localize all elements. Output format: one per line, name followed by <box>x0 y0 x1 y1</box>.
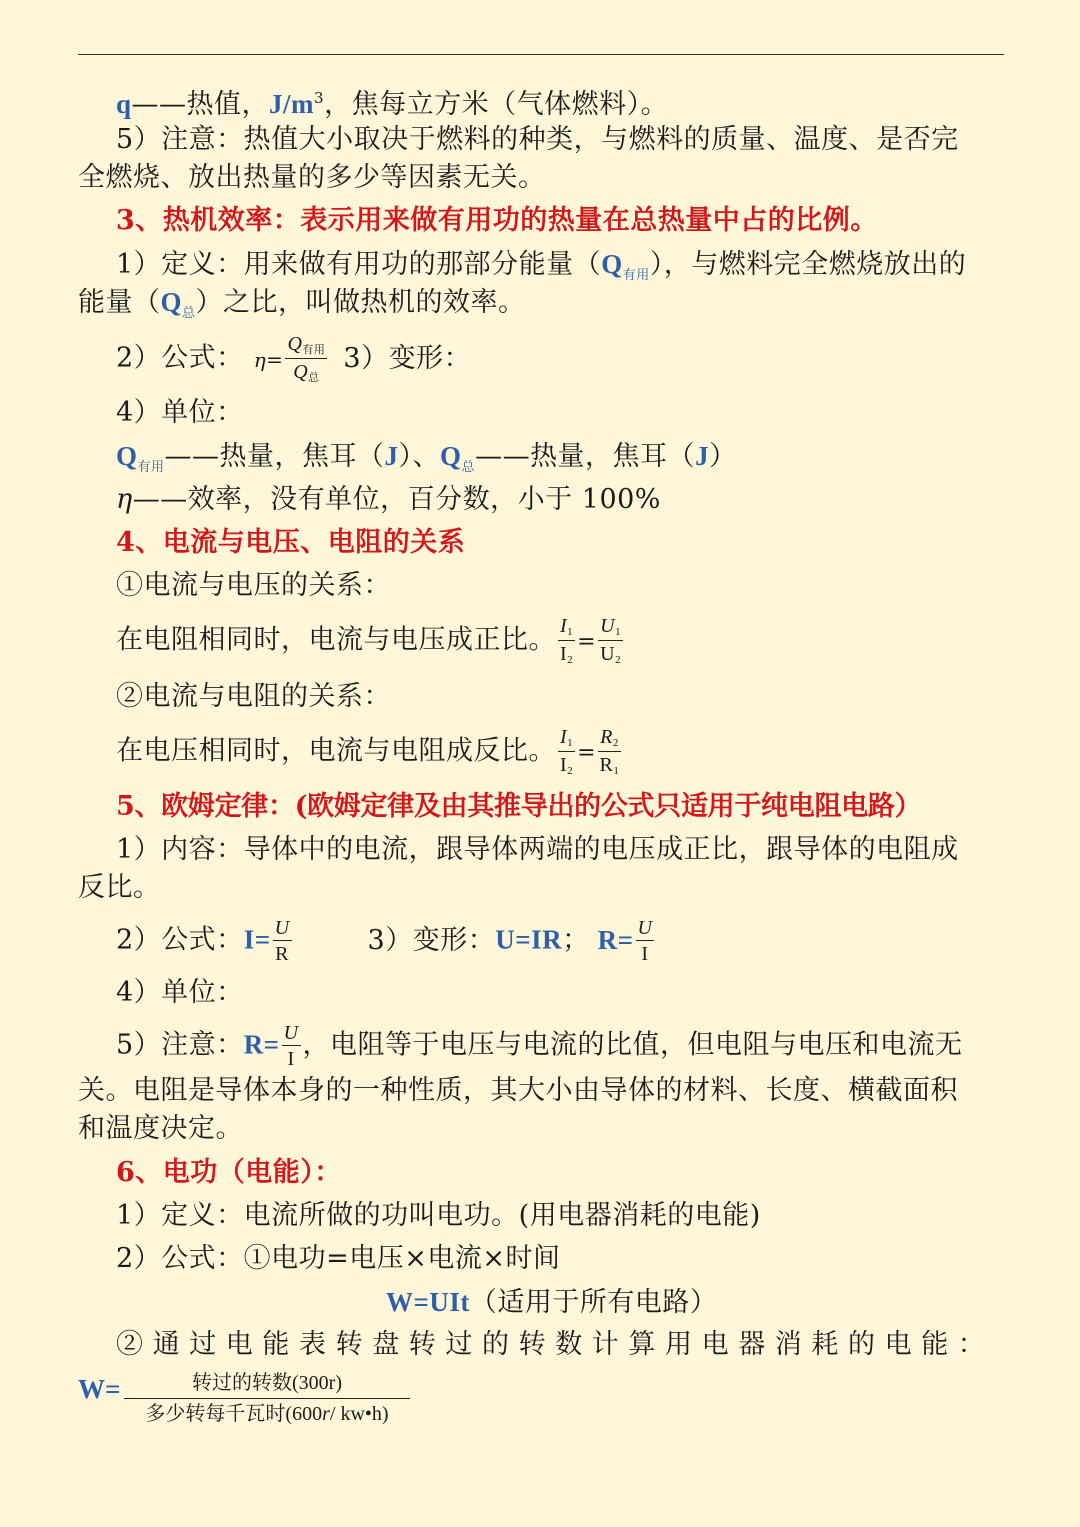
efficiency-unit-line <box>116 482 661 518</box>
denominator: U <box>600 643 616 665</box>
exponent: 3 <box>314 89 325 107</box>
numerator: U <box>283 1022 299 1044</box>
text: 2）公式： <box>116 342 244 374</box>
u-over-r-fraction <box>273 918 292 964</box>
numerator: I <box>560 726 568 748</box>
formula: R= <box>597 924 634 955</box>
heat-units-line <box>116 438 737 486</box>
formula: W= <box>78 1374 121 1404</box>
q-symbol: Q <box>440 441 462 471</box>
q-symbol: Q <box>160 287 183 317</box>
equals: = <box>266 347 284 372</box>
text: （适用于所有电路） <box>469 1287 718 1318</box>
numerator: U <box>600 615 616 637</box>
subscript: 2 <box>615 654 622 666</box>
subscript: 有用 <box>137 460 165 475</box>
text: ——热量，焦耳（ <box>475 441 696 472</box>
subscript: 1 <box>615 626 622 638</box>
text: 1）定义：用来做有用功的那部分能量（ <box>116 249 602 280</box>
current-voltage-title: ①电流与电压的关系： <box>116 570 391 601</box>
ratio-fraction-right <box>598 616 623 666</box>
subscript: 2 <box>567 765 574 777</box>
u-over-i-fraction <box>282 1023 301 1069</box>
text: 多少转每千瓦时(600 <box>145 1403 323 1425</box>
header-rule <box>78 54 1004 55</box>
q-symbol: Q <box>116 441 138 471</box>
subscript: 1 <box>567 737 574 749</box>
text: ——热量，焦耳（ <box>164 441 385 472</box>
text: h) <box>371 1403 389 1425</box>
text: • <box>364 1403 372 1425</box>
section-heading-6: 6、电功（电能）： <box>116 1157 342 1188</box>
text: ） <box>709 441 737 472</box>
numerator: R <box>600 726 613 748</box>
unit: J <box>384 441 399 471</box>
current-voltage-line <box>116 616 625 666</box>
text: / kw <box>329 1403 365 1425</box>
numerator: U <box>637 917 653 939</box>
equals: = <box>577 629 597 655</box>
note-line: 5）注意：热值大小取决于燃料的种类，与燃料的质量、温度、是否完 <box>116 124 959 155</box>
ohm-note-line <box>116 1023 963 1069</box>
subscript: 1 <box>567 626 574 638</box>
text: 能量（ <box>78 287 161 318</box>
eta-symbol: η <box>253 347 267 372</box>
ohm-unit-line: 4）单位： <box>116 977 244 1008</box>
formula: R= <box>243 1029 280 1060</box>
subscript: 总 <box>308 372 320 384</box>
work-formula-line: 2）公式：①电功=电压×电流×时间 <box>116 1243 561 1274</box>
section-heading-4: 4、电流与电压、电阻的关系 <box>116 527 466 558</box>
text: ； <box>562 924 590 956</box>
q-symbol: Q <box>601 249 623 279</box>
ratio-fraction-right <box>598 727 621 777</box>
formula: I= <box>243 924 271 955</box>
formula: U=IR <box>495 924 563 955</box>
denominator: Q <box>293 361 309 383</box>
u-over-i-fraction <box>636 918 655 964</box>
work-definition-line: 1）定义：电流所做的功叫电功。(用电器消耗的电能) <box>116 1200 761 1231</box>
text: ，电阻等于电压与电流的比值，但电阻与电压和电流无 <box>302 1029 963 1061</box>
subscript: 有用 <box>302 344 326 356</box>
text: ），与燃料完全燃烧放出的 <box>649 249 967 280</box>
section-heading-3: 3、热机效率：表示用来做有用功的热量在总热量中占的比例。 <box>116 205 878 236</box>
text: 5）注意： <box>116 1029 244 1061</box>
numerator: 转过的转数(300r) <box>124 1366 410 1399</box>
denominator <box>124 1397 410 1426</box>
text: 在电压相同时，电流与电阻成反比。 <box>116 735 556 767</box>
subscript: 2 <box>612 737 619 749</box>
subscript: 总 <box>461 460 476 475</box>
note-line-cont: 全燃烧、放出热量的多少等因素无关。 <box>78 162 546 193</box>
unit-line: 4）单位： <box>116 397 244 428</box>
text: 2）公式： <box>116 924 244 956</box>
text: ，焦每立方米（气体燃料）。 <box>324 89 669 120</box>
text: ——热值， <box>131 89 270 120</box>
text: ——效率，没有单位，百分数，小于 100% <box>132 484 661 515</box>
equals: = <box>577 740 597 766</box>
text: 在电阻相同时，电流与电压成正比。 <box>116 624 556 656</box>
heat-value-gas-line <box>116 80 668 123</box>
ohm-formula-line <box>116 918 656 964</box>
section-heading-5: 5、欧姆定律：(欧姆定律及由其推导出的公式只适用于纯电阻电路） <box>116 791 922 822</box>
text: r <box>322 1403 330 1425</box>
text: ）、 <box>398 441 441 472</box>
meter-method-line: ②通过电能表转盘转过的转数计算用电器消耗的电能： <box>116 1329 995 1360</box>
subscript: 1 <box>613 765 620 777</box>
numerator: Q <box>287 333 303 355</box>
formula-line <box>116 334 471 384</box>
ratio-fraction-left <box>558 727 575 777</box>
text: 3）变形： <box>367 924 496 956</box>
ohm-content-line: 1）内容：导体中的电流，跟导体两端的电压成正比，跟导体的电阻成 <box>116 834 959 865</box>
q-symbol: q <box>116 89 132 119</box>
unit: J <box>695 441 710 471</box>
ratio-fraction-left <box>558 616 575 666</box>
ohm-content-line-cont: 反比。 <box>78 872 161 903</box>
work-uit-line <box>386 1284 717 1321</box>
denominator: I <box>560 643 568 665</box>
denominator: I <box>560 754 568 776</box>
denominator: I <box>287 1048 295 1070</box>
subscript: 2 <box>567 654 574 666</box>
eta-symbol: η <box>116 484 133 515</box>
numerator: I <box>560 615 568 637</box>
ohm-note-line-cont: 关。电阻是导体本身的一种性质，其大小由导体的材料、长度、横截面积 <box>78 1075 958 1106</box>
denominator: R <box>599 754 614 776</box>
subscript: 总 <box>182 306 196 321</box>
formula: W=UIt <box>386 1287 470 1317</box>
text: 3）变形： <box>343 342 472 374</box>
denominator: R <box>275 943 289 965</box>
subscript: 有用 <box>622 268 650 283</box>
denominator: I <box>641 943 649 965</box>
unit-j-m: J/m <box>269 89 315 119</box>
definition-line-cont <box>78 284 526 332</box>
numerator: U <box>274 917 290 939</box>
current-resistance-title: ②电流与电阻的关系： <box>116 681 391 712</box>
current-resistance-line <box>116 727 623 777</box>
efficiency-fraction <box>285 334 327 384</box>
text: ）之比，叫做热机的效率。 <box>195 287 526 318</box>
ohm-note-line-end: 和温度决定。 <box>78 1113 243 1144</box>
